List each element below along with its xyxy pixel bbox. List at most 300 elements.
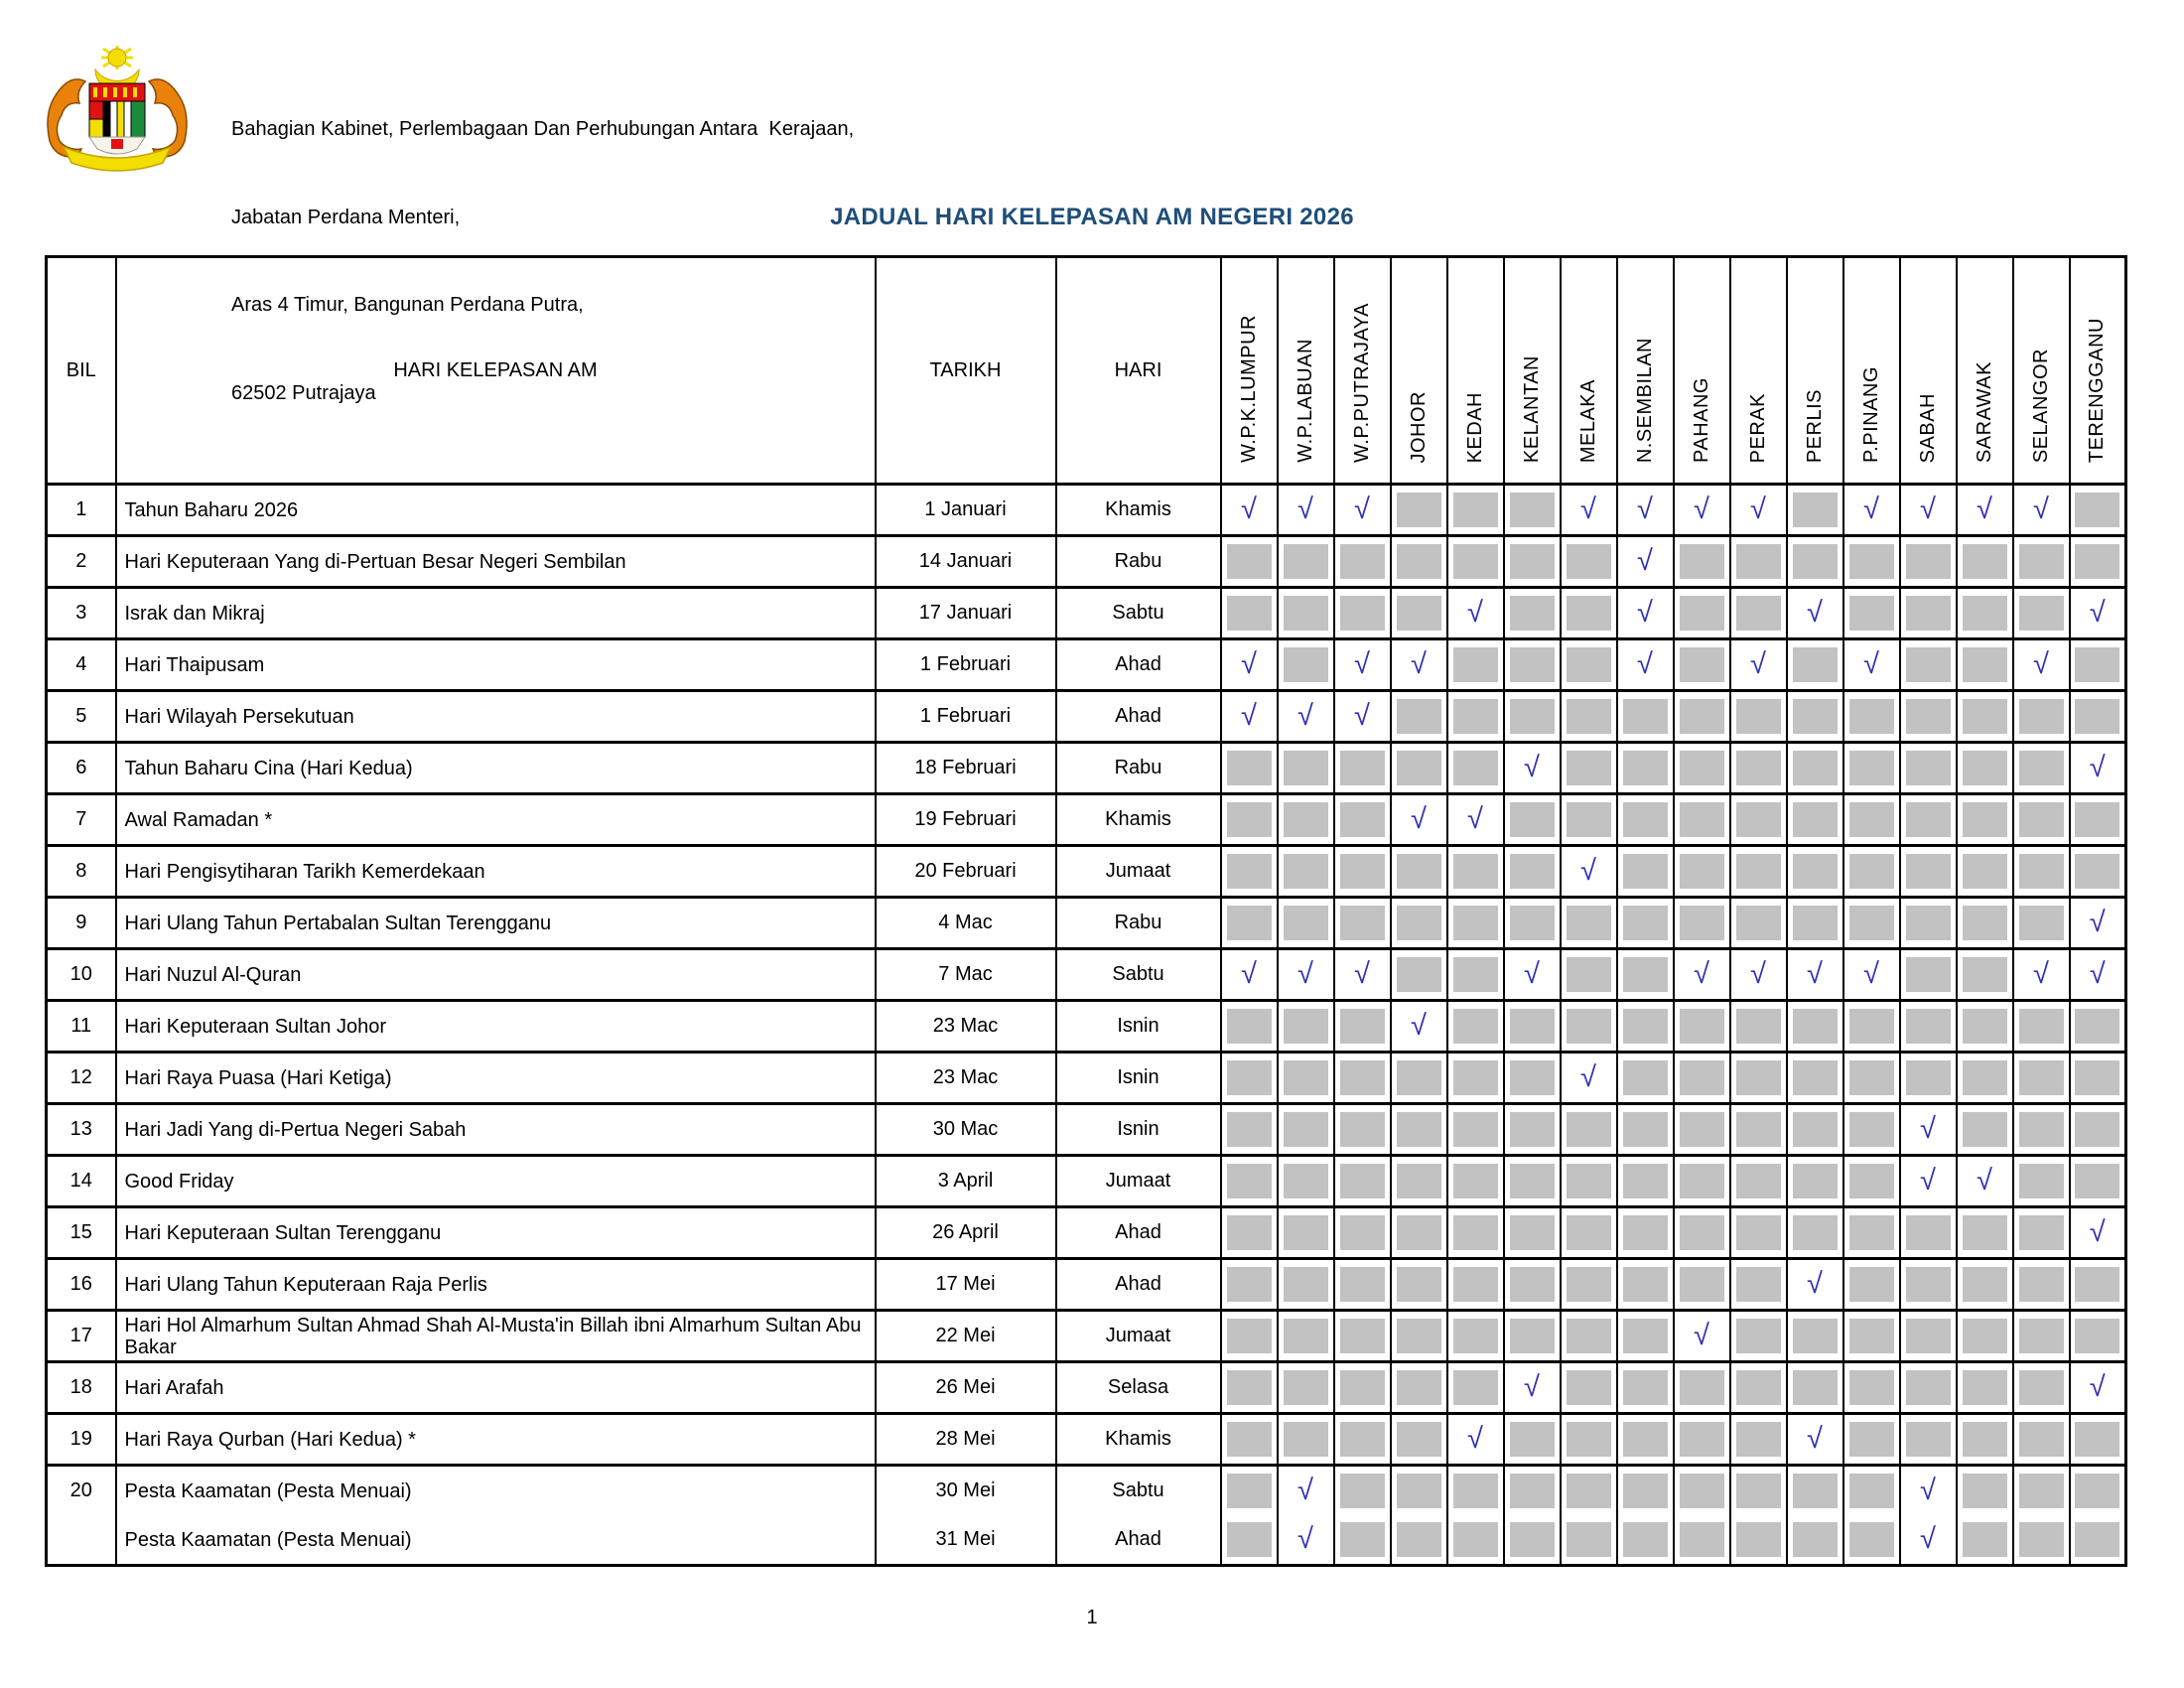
state-cell bbox=[2070, 1466, 2126, 1516]
check-mark: √ bbox=[1977, 1165, 1992, 1196]
state-cell bbox=[1561, 1362, 1617, 1414]
state-cell bbox=[1957, 536, 2013, 588]
state-cell bbox=[1447, 794, 1504, 846]
day-cell: Isnin bbox=[1056, 1001, 1221, 1053]
state-name-label: PERLIS bbox=[1803, 388, 1826, 463]
table-row bbox=[47, 1053, 2126, 1104]
state-cell bbox=[1843, 1104, 1900, 1156]
state-cell bbox=[2013, 1414, 2070, 1466]
state-cell bbox=[1334, 1414, 1391, 1466]
state-cell bbox=[1957, 1414, 2013, 1466]
not-applicable-box bbox=[1510, 1112, 1555, 1147]
state-cell bbox=[1957, 1362, 2013, 1414]
state-cell bbox=[1787, 1259, 1843, 1311]
check-mark: √ bbox=[1467, 1423, 1483, 1455]
state-cell bbox=[1843, 1311, 1900, 1362]
date-cell: 3 April bbox=[876, 1156, 1056, 1207]
state-cell bbox=[1730, 1362, 1787, 1414]
state-cell bbox=[1787, 794, 1843, 846]
check-mark: √ bbox=[1354, 700, 1370, 732]
not-applicable-box bbox=[1340, 1422, 1385, 1457]
state-cell bbox=[1221, 1466, 1278, 1516]
date-cell: 23 Mac bbox=[876, 1001, 1056, 1053]
state-cell bbox=[1730, 743, 1787, 794]
state-cell bbox=[1957, 1466, 2013, 1516]
state-cell bbox=[1561, 1466, 1617, 1516]
not-applicable-box bbox=[1510, 854, 1555, 889]
state-cell bbox=[1221, 485, 1278, 536]
not-applicable-box bbox=[1623, 1522, 1668, 1557]
state-cell bbox=[1334, 639, 1391, 691]
state-cell bbox=[1617, 743, 1674, 794]
not-applicable-box bbox=[1510, 699, 1555, 734]
not-applicable-box bbox=[1963, 647, 2007, 682]
state-cell bbox=[1561, 949, 1617, 1001]
not-applicable-box bbox=[1510, 906, 1555, 940]
not-applicable-box bbox=[1227, 1060, 1272, 1095]
date-cell: 14 Januari bbox=[876, 536, 1056, 588]
state-cell bbox=[1221, 1414, 1278, 1466]
state-name-label: PERAK bbox=[1746, 392, 1769, 463]
date-cell: 1 Januari bbox=[876, 485, 1056, 536]
not-applicable-box bbox=[1284, 906, 1328, 940]
state-cell bbox=[2070, 1259, 2126, 1311]
not-applicable-box bbox=[1963, 544, 2007, 579]
not-applicable-box bbox=[1340, 1164, 1385, 1198]
not-applicable-box bbox=[2075, 1060, 2119, 1095]
state-cell bbox=[1957, 794, 2013, 846]
state-cell bbox=[1221, 794, 1278, 846]
not-applicable-box bbox=[1227, 1370, 1272, 1405]
state-cell bbox=[1617, 1362, 1674, 1414]
check-mark: √ bbox=[1920, 1523, 1936, 1555]
org-address-line: Bahagian Kabinet, Perlembagaan Dan Perhubungan Antara Kerajaan, bbox=[231, 118, 855, 140]
state-cell bbox=[1787, 743, 1843, 794]
day-cell: Sabtu bbox=[1056, 949, 1221, 1001]
state-cell bbox=[1787, 691, 1843, 743]
state-cell bbox=[1900, 1515, 1957, 1566]
not-applicable-box bbox=[1963, 1060, 2007, 1095]
not-applicable-box bbox=[1227, 1164, 1272, 1198]
state-cell bbox=[1957, 898, 2013, 949]
check-mark: √ bbox=[1524, 958, 1540, 990]
state-cell bbox=[1730, 1466, 1787, 1516]
state-cell bbox=[1334, 1053, 1391, 1104]
state-cell bbox=[1843, 1414, 1900, 1466]
not-applicable-box bbox=[1510, 647, 1555, 682]
not-applicable-box bbox=[1963, 802, 2007, 837]
not-applicable-box bbox=[1284, 1164, 1328, 1198]
not-applicable-box bbox=[1284, 802, 1328, 837]
state-cell bbox=[2013, 898, 2070, 949]
state-cell bbox=[2013, 485, 2070, 536]
check-mark: √ bbox=[2033, 958, 2049, 990]
state-cell bbox=[1674, 1104, 1730, 1156]
state-cell bbox=[1391, 794, 1447, 846]
table-row bbox=[47, 1362, 2126, 1414]
state-cell bbox=[1561, 743, 1617, 794]
day-cell: Ahad bbox=[1056, 691, 1221, 743]
state-cell bbox=[1843, 639, 1900, 691]
state-cell bbox=[1617, 1515, 1674, 1566]
holiday-cell: Hari Jadi Yang di-Pertua Negeri Sabah bbox=[116, 1104, 876, 1156]
state-cell bbox=[1391, 1466, 1447, 1516]
not-applicable-box bbox=[1510, 1522, 1555, 1557]
not-applicable-box bbox=[1567, 544, 1611, 579]
org-address-line: Jabatan Perdana Menteri, bbox=[231, 206, 461, 228]
not-applicable-box bbox=[1680, 1370, 1724, 1405]
day-cell: Khamis bbox=[1056, 485, 1221, 536]
state-cell bbox=[1957, 1515, 2013, 1566]
not-applicable-box bbox=[1736, 906, 1781, 940]
state-column-header bbox=[1561, 257, 1617, 485]
state-cell bbox=[1787, 1053, 1843, 1104]
state-cell bbox=[1334, 743, 1391, 794]
state-cell bbox=[1447, 1156, 1504, 1207]
state-cell bbox=[1221, 691, 1278, 743]
date-cell: 4 Mac bbox=[876, 898, 1056, 949]
state-cell bbox=[1221, 1001, 1278, 1053]
check-mark: √ bbox=[1977, 493, 1992, 525]
not-applicable-box bbox=[2019, 596, 2064, 631]
state-cell bbox=[1504, 1156, 1561, 1207]
not-applicable-box bbox=[1623, 1060, 1668, 1095]
not-applicable-box bbox=[1736, 1060, 1781, 1095]
state-cell bbox=[1957, 639, 2013, 691]
not-applicable-box bbox=[1453, 1060, 1498, 1095]
bil-cell: 8 bbox=[47, 846, 116, 898]
not-applicable-box bbox=[1736, 596, 1781, 631]
state-cell bbox=[1391, 1414, 1447, 1466]
state-cell bbox=[1957, 1053, 2013, 1104]
state-cell bbox=[2013, 1515, 2070, 1566]
state-cell bbox=[1504, 949, 1561, 1001]
state-cell bbox=[1674, 1362, 1730, 1414]
holiday-cell: Hari Keputeraan Yang di-Pertuan Besar Negeri Sembilan bbox=[116, 536, 876, 588]
state-cell bbox=[1334, 898, 1391, 949]
state-cell bbox=[1787, 588, 1843, 639]
check-mark: √ bbox=[1241, 700, 1257, 732]
check-mark: √ bbox=[2089, 597, 2106, 629]
state-cell bbox=[1843, 1001, 1900, 1053]
state-cell bbox=[2070, 1414, 2126, 1466]
not-applicable-box bbox=[1849, 751, 1894, 785]
state-cell bbox=[1843, 1207, 1900, 1259]
not-applicable-box bbox=[1340, 1215, 1385, 1250]
table-row bbox=[47, 691, 2126, 743]
state-cell bbox=[1504, 1053, 1561, 1104]
state-name-label: MELAKA bbox=[1576, 378, 1599, 463]
state-column-header bbox=[2070, 257, 2126, 485]
not-applicable-box bbox=[1227, 906, 1272, 940]
state-cell bbox=[1504, 1311, 1561, 1362]
check-mark: √ bbox=[1750, 493, 1766, 525]
state-cell bbox=[1957, 588, 2013, 639]
state-cell bbox=[1391, 536, 1447, 588]
state-cell bbox=[1843, 949, 1900, 1001]
not-applicable-box bbox=[1567, 802, 1611, 837]
state-cell bbox=[1900, 588, 1957, 639]
state-cell bbox=[1900, 1466, 1957, 1516]
state-cell bbox=[1617, 639, 1674, 691]
state-cell bbox=[1334, 1311, 1391, 1362]
not-applicable-box bbox=[1906, 596, 1951, 631]
state-cell bbox=[1334, 846, 1391, 898]
state-cell bbox=[1504, 794, 1561, 846]
not-applicable-box bbox=[1793, 647, 1838, 682]
not-applicable-box bbox=[1849, 596, 1894, 631]
check-mark: √ bbox=[1524, 752, 1540, 783]
state-cell bbox=[1730, 1156, 1787, 1207]
bil-cell: 6 bbox=[47, 743, 116, 794]
state-cell bbox=[1730, 1207, 1787, 1259]
holiday-cell: Pesta Kaamatan (Pesta Menuai) bbox=[116, 1515, 876, 1566]
state-cell bbox=[1617, 485, 1674, 536]
date-cell: 1 Februari bbox=[876, 691, 1056, 743]
state-name-label: SARAWAK bbox=[1973, 360, 1995, 463]
not-applicable-box bbox=[1453, 647, 1498, 682]
not-applicable-box bbox=[1284, 1422, 1328, 1457]
col-header-bil: BIL bbox=[47, 257, 116, 485]
check-mark: √ bbox=[1241, 648, 1257, 680]
not-applicable-box bbox=[1963, 1319, 2007, 1353]
bil-cell: 17 bbox=[47, 1311, 116, 1362]
not-applicable-box bbox=[1453, 1164, 1498, 1198]
not-applicable-box bbox=[1736, 751, 1781, 785]
table-row bbox=[47, 1414, 2126, 1466]
not-applicable-box bbox=[2075, 544, 2119, 579]
not-applicable-box bbox=[1963, 1009, 2007, 1044]
state-cell bbox=[1447, 1311, 1504, 1362]
not-applicable-box bbox=[1510, 1164, 1555, 1198]
state-cell bbox=[2070, 1515, 2126, 1566]
not-applicable-box bbox=[1680, 1474, 1724, 1508]
not-applicable-box bbox=[1340, 1370, 1385, 1405]
not-applicable-box bbox=[1567, 1422, 1611, 1457]
state-cell bbox=[1504, 743, 1561, 794]
state-cell bbox=[2013, 1259, 2070, 1311]
not-applicable-box bbox=[1680, 1112, 1724, 1147]
not-applicable-box bbox=[1340, 1060, 1385, 1095]
org-address-line: 62502 Putrajaya bbox=[231, 381, 376, 404]
not-applicable-box bbox=[1397, 1522, 1441, 1557]
check-mark: √ bbox=[1297, 958, 1313, 990]
state-cell bbox=[1334, 1104, 1391, 1156]
not-applicable-box bbox=[1284, 1009, 1328, 1044]
table-row bbox=[47, 949, 2126, 1001]
state-cell bbox=[1900, 1104, 1957, 1156]
col-header-date: TARIKH bbox=[876, 257, 1056, 485]
not-applicable-box bbox=[1793, 1370, 1838, 1405]
day-cell: Sabtu bbox=[1056, 1466, 1221, 1516]
state-cell bbox=[2070, 639, 2126, 691]
state-cell bbox=[1278, 1362, 1334, 1414]
state-cell bbox=[1391, 846, 1447, 898]
not-applicable-box bbox=[1680, 1164, 1724, 1198]
not-applicable-box bbox=[1510, 544, 1555, 579]
state-cell bbox=[2070, 1053, 2126, 1104]
state-cell bbox=[1561, 485, 1617, 536]
state-cell bbox=[1561, 1515, 1617, 1566]
state-cell bbox=[1900, 691, 1957, 743]
state-cell bbox=[1617, 1207, 1674, 1259]
state-cell bbox=[1391, 949, 1447, 1001]
not-applicable-box bbox=[1510, 1319, 1555, 1353]
not-applicable-box bbox=[1963, 699, 2007, 734]
state-cell bbox=[2013, 1104, 2070, 1156]
not-applicable-box bbox=[1340, 1009, 1385, 1044]
not-applicable-box bbox=[1906, 1060, 1951, 1095]
state-cell bbox=[1843, 588, 1900, 639]
state-cell bbox=[1504, 1001, 1561, 1053]
not-applicable-box bbox=[1567, 1267, 1611, 1302]
not-applicable-box bbox=[1567, 751, 1611, 785]
not-applicable-box bbox=[1906, 1009, 1951, 1044]
not-applicable-box bbox=[1849, 1060, 1894, 1095]
state-cell bbox=[1447, 485, 1504, 536]
not-applicable-box bbox=[1397, 1164, 1441, 1198]
state-cell bbox=[2013, 588, 2070, 639]
state-cell bbox=[1334, 1515, 1391, 1566]
state-cell bbox=[1278, 794, 1334, 846]
state-cell bbox=[1674, 949, 1730, 1001]
bil-cell: 10 bbox=[47, 949, 116, 1001]
not-applicable-box bbox=[1453, 699, 1498, 734]
state-cell bbox=[1957, 691, 2013, 743]
state-cell bbox=[1447, 949, 1504, 1001]
state-cell bbox=[1730, 588, 1787, 639]
state-name-label: W.P.K.LUMPUR bbox=[1237, 315, 1260, 463]
check-mark: √ bbox=[1241, 958, 1257, 990]
holiday-cell: Hari Arafah bbox=[116, 1362, 876, 1414]
not-applicable-box bbox=[1680, 596, 1724, 631]
state-cell bbox=[1278, 846, 1334, 898]
table-row bbox=[47, 898, 2126, 949]
state-cell bbox=[1617, 1053, 1674, 1104]
state-cell bbox=[1391, 1001, 1447, 1053]
state-cell bbox=[1900, 639, 1957, 691]
check-mark: √ bbox=[1637, 597, 1653, 629]
state-cell bbox=[1278, 898, 1334, 949]
table-row bbox=[47, 588, 2126, 639]
not-applicable-box bbox=[1284, 1215, 1328, 1250]
not-applicable-box bbox=[1623, 957, 1668, 992]
state-cell bbox=[1730, 949, 1787, 1001]
day-cell: Jumaat bbox=[1056, 1156, 1221, 1207]
org-address-line: Aras 4 Timur, Bangunan Perdana Putra, bbox=[231, 294, 584, 316]
state-cell bbox=[1447, 1515, 1504, 1566]
state-cell bbox=[1843, 1362, 1900, 1414]
state-cell bbox=[1447, 691, 1504, 743]
not-applicable-box bbox=[2019, 1215, 2064, 1250]
state-cell bbox=[1221, 1156, 1278, 1207]
state-cell bbox=[1843, 691, 1900, 743]
holiday-cell: Tahun Baharu 2026 bbox=[116, 485, 876, 536]
state-cell bbox=[1730, 1259, 1787, 1311]
not-applicable-box bbox=[1453, 492, 1498, 527]
not-applicable-box bbox=[1849, 1267, 1894, 1302]
state-cell bbox=[1561, 536, 1617, 588]
not-applicable-box bbox=[1227, 1474, 1272, 1508]
holiday-cell: Hari Pengisytiharan Tarikh Kemerdekaan bbox=[116, 846, 876, 898]
not-applicable-box bbox=[1227, 1522, 1272, 1557]
state-cell bbox=[1561, 691, 1617, 743]
state-cell bbox=[1617, 1156, 1674, 1207]
not-applicable-box bbox=[1623, 1215, 1668, 1250]
not-applicable-box bbox=[1849, 1009, 1894, 1044]
not-applicable-box bbox=[1680, 802, 1724, 837]
state-cell bbox=[1730, 1053, 1787, 1104]
holiday-cell: Hari Nuzul Al-Quran bbox=[116, 949, 876, 1001]
not-applicable-box bbox=[1623, 1319, 1668, 1353]
not-applicable-box bbox=[1906, 802, 1951, 837]
state-cell bbox=[2070, 743, 2126, 794]
state-cell bbox=[2013, 743, 2070, 794]
not-applicable-box bbox=[1963, 596, 2007, 631]
state-cell bbox=[1278, 639, 1334, 691]
not-applicable-box bbox=[1680, 751, 1724, 785]
not-applicable-box bbox=[1623, 1422, 1668, 1457]
day-cell: Khamis bbox=[1056, 794, 1221, 846]
not-applicable-box bbox=[1906, 544, 1951, 579]
not-applicable-box bbox=[1680, 854, 1724, 889]
state-cell bbox=[1504, 639, 1561, 691]
not-applicable-box bbox=[1567, 1112, 1611, 1147]
bil-cell: 2 bbox=[47, 536, 116, 588]
state-cell bbox=[1787, 1515, 1843, 1566]
not-applicable-box bbox=[1793, 1060, 1838, 1095]
state-cell bbox=[1843, 1466, 1900, 1516]
not-applicable-box bbox=[2019, 1474, 2064, 1508]
not-applicable-box bbox=[1340, 1474, 1385, 1508]
date-cell: 18 Februari bbox=[876, 743, 1056, 794]
not-applicable-box bbox=[1680, 1422, 1724, 1457]
state-cell bbox=[1278, 1053, 1334, 1104]
state-cell bbox=[1221, 1207, 1278, 1259]
not-applicable-box bbox=[1680, 647, 1724, 682]
state-cell bbox=[1334, 485, 1391, 536]
not-applicable-box bbox=[2075, 1164, 2119, 1198]
state-cell bbox=[1900, 949, 1957, 1001]
not-applicable-box bbox=[1906, 1319, 1951, 1353]
bil-cell: 12 bbox=[47, 1053, 116, 1104]
not-applicable-box bbox=[1284, 1267, 1328, 1302]
state-cell bbox=[2013, 1362, 2070, 1414]
not-applicable-box bbox=[1397, 596, 1441, 631]
holiday-cell: Hari Hol Almarhum Sultan Ahmad Shah Al-Musta'in Billah ibni Almarhum Sultan Abu Bakar bbox=[116, 1311, 876, 1362]
not-applicable-box bbox=[1963, 854, 2007, 889]
state-cell bbox=[1674, 536, 1730, 588]
state-cell bbox=[1617, 949, 1674, 1001]
state-cell bbox=[1391, 1053, 1447, 1104]
date-cell: 23 Mac bbox=[876, 1053, 1056, 1104]
state-column-header bbox=[1730, 257, 1787, 485]
state-cell bbox=[2070, 898, 2126, 949]
not-applicable-box bbox=[1623, 751, 1668, 785]
check-mark: √ bbox=[1241, 493, 1257, 525]
state-cell bbox=[1900, 1001, 1957, 1053]
state-cell bbox=[1334, 1259, 1391, 1311]
day-cell: Rabu bbox=[1056, 743, 1221, 794]
state-cell bbox=[1221, 1259, 1278, 1311]
check-mark: √ bbox=[1637, 545, 1653, 577]
state-column-header bbox=[1843, 257, 1900, 485]
state-cell bbox=[1561, 1104, 1617, 1156]
table-row bbox=[47, 1515, 2126, 1566]
not-applicable-box bbox=[1567, 596, 1611, 631]
state-cell bbox=[2070, 1311, 2126, 1362]
date-cell: 19 Februari bbox=[876, 794, 1056, 846]
